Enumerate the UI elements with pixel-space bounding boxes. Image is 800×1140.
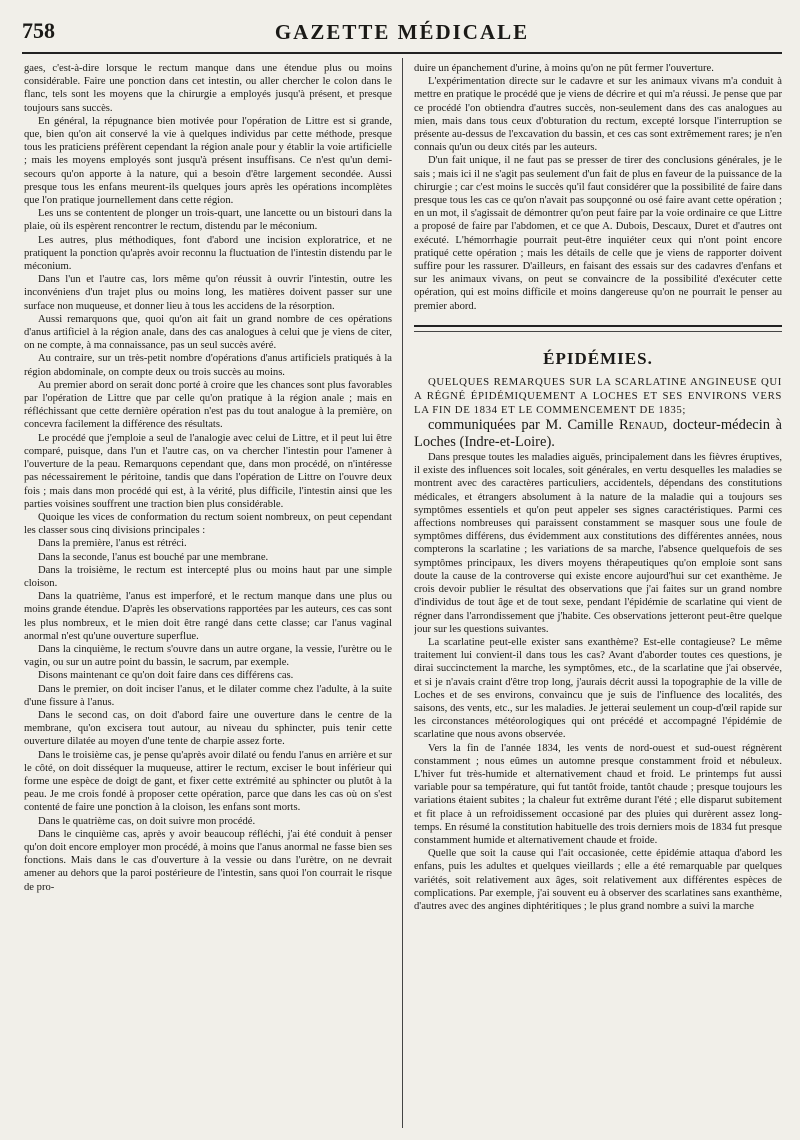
paragraph: Les autres, plus méthodiques, font d'abord une incision exploratrice, et ne pratiquent la ponction qu'après avoir reconnu la fluctuation de l'intestin distendu par le méconium. [24, 234, 392, 273]
paragraph: Dans le troisième cas, je pense qu'après avoir dilaté ou fendu l'anus en arrière et sur le côté, on doit disséquer la muqueuse, attirer le rectum, exciser le bout inférieur qui forme une espèce de doigt de gant, et fixer cette extrémité au sphincter ou plutôt à la peau. Je me crois fondé à proposer cette opération, parce que dans les cas où on s'est contenté de faire une ponction à la cloison, les enfans sont morts. [24, 749, 392, 814]
paragraph: Dans la seconde, l'anus est bouché par une membrane. [38, 551, 269, 563]
paragraph: La scarlatine peut-elle exister sans exanthème? Est-elle contagieuse? Le même traitement lui convient-il dans tous les cas? Avant d'aborder toutes ces questions, je dirai succinctement la marche, les symptômes, etc., de la scarlatine que j'ai observée, et si je n'avais craint d'être trop long, j'aurais décrit aussi la topographie de la ville de Loches et de ses environs, convaincu que je suis de l'influence des localités, des saisons, des vents, etc., sur les maladies. Je jetterai seulement un coup-d'œil rapide sur les circonstances météorologiques qui ont précédé et accompagné l'épidémie de scarlatine que nous avons observée. [414, 636, 782, 741]
paragraph: Dans le quatrième cas, on doit suivre mon procédé. [38, 815, 256, 827]
paragraph: Disons maintenant ce qu'on doit faire dans ces différens cas. [38, 670, 294, 682]
header-rule [22, 52, 782, 54]
newspaper-page [22, 14, 782, 1130]
paragraph: Vers la fin de l'année 1834, les vents de nord-ouest et sud-ouest régnèrent constamment ; nous eûmes un automne presque constamment froid et nébuleux. L'hiver fut très-humide et alternativement chaud et froid. Le printemps fut aussi variable pour sa température, qui fut tantôt froide, tantôt chaude ; presque toujours les variations étaient subites ; la chaleur fut extrême durant l'été ; elle disparut subitement et fit place à un refroidissement occasioné par des pluies qui durèrent assez long-temps. En résumé la constitution habituelle des trois derniers mois de 1834 fut presque constamment humide et alternativement chaude et froide. [414, 742, 782, 846]
paragraph: Dans la quatrième, l'anus est imperforé, et le rectum manque dans une plus ou moins grande étendue. D'après les observations rapportées par les auteurs, ces cas sont les plus nombreux, et le mien doit être rangé dans cette classe; car l'anus vaginal anormal n'est qu'une ouverture superflue. [24, 591, 392, 642]
paragraph: Les uns se contentent de plonger un trois-quart, une lancette ou un bistouri dans la plaie, où ils espèrent rencontrer le rectum, distendu par le méconium. [24, 208, 392, 233]
paragraph: Dans la cinquième, le rectum s'ouvre dans un autre organe, la vessie, l'urètre ou le vagin, ou sur un autre point du bassin, le sacrum, par exemple. [24, 643, 392, 669]
paragraph: Dans le premier, on doit inciser l'anus, et le dilater comme chez l'adulte, à la suite d'une fissure à l'anus. [24, 683, 392, 708]
paragraph: D'un fait unique, il ne faut pas se presser de tirer des conclusions générales, je le sais ; mais ici il ne s'agit pas seulement d'un fait de plus en faveur de la puissance de la chirurgie ; car c'est moins le succès qu'il faut considérer que la possibilité de faire dans presque tous les cas ce qu'on n'avait pas soupçonné ou osé faire avant cette opération ; en un mot, il s'agissait de démontrer qu'on peut faire par la voie ordinaire ce que Littre a proposé de faire par l'abdomen, et ce que A. Dubois, Descaux, Duret et d'autres ont exécuté. L'hémorrhagie pourrait peut-être inquiéter ceux qui n'ont point encore pratiqué cette opération ; mais les détails de celle que je viens de rapporter doivent suffire pour les rassurer. D'ailleurs, en faisant des essais sur des cadavres d'enfans et sur les animaux vivans, on peut se convaincre de la possibilité d'exécuter cette opération, qui est moins difficile et moins dangereuse qu'on ne pourrait le penser au premier abord. [414, 155, 782, 312]
paragraph: Dans le second cas, on doit d'abord faire une ouverture dans le centre de la membrane, qu'on excisera tout autour, au niveau du sphincter, puis tenir cette ouverture dilatée au moyen d'une tente de charpie assez forte. [24, 709, 392, 748]
paragraph: gaes, c'est-à-dire lorsque le rectum manque dans une étendue plus ou moins considérable. Faire une ponction dans cet intestin, ou aller chercher le colon dans le flanc, tels sont les moyens que la chirurgie a employés jusqu'à présent, et presque toujours sans succès. [24, 63, 392, 114]
paragraph: duire un épanchement d'urine, à moins qu'on ne pût fermer l'ouverture. [414, 63, 714, 74]
byline-prefix: communiquées par M. Camille [428, 417, 619, 434]
paragraph: Aussi remarquons que, quoi qu'on ait fait un grand nombre de ces opérations d'anus artificiel à la région anale, dans des cas analogues à celui que je viens de citer, on ne compte, à ma connaissance, pas un seul succès avéré. [24, 313, 392, 352]
section-rule [414, 325, 782, 327]
paragraph: L'expérimentation directe sur le cadavre et sur les animaux vivans m'a conduit à mettre en pratique le procédé que je viens de décrire et qui m'a réussi. Je pense que par ce procédé l'on obtiendra d'autres succès, non-seulement dans des cas analogues au mien, mais dans tous ceux d'obturation du rectum, excepté lorsque l'interruption se présente au-dessus de l'excavation du bassin, et ces cas sont extrêmement rares; je n'en connais qu'un ou deux cités par les auteurs. [414, 76, 782, 154]
paragraph: Quelle que soit la cause qui l'ait occasionée, cette épidémie attaqua d'abord les enfans, puis les adultes et quelques vieillards ; elle a été remarquable par quelques variétés, soit relativement aux âges, soit relativement aux différentes espèces de complications. Par exemple, j'ai souvent eu à observer des scarlatines sans exanthème, d'autres avec des angines diphtéritiques ; le plus grand nombre a suivi la marche [414, 848, 782, 912]
article-byline [414, 417, 782, 451]
paragraph: Au premier abord on serait donc porté à croire que les chances sont plus favorables par l'opération de Littre que par celle qu'on pratique à la région anale ; mais en réfléchissant que cette dernière opération n'est pas du tout analogue à la première, on concevra facilement la différence des résultats. [24, 379, 392, 431]
page-header [22, 14, 782, 52]
paragraph: Dans presque toutes les maladies aiguës, principalement dans les fièvres éruptives, il existe des influences soit locales, soit générales, en vertu desquelles les maladies se montrent avec des caractères particuliers, accidentels, dépendans des constitutions médicales, et étrangers absolument à la nature de la maladie qui a toujours ses symptômes essentiels et qu'on peut appeler ses signes caractéristiques. Parmi ces affections nombreuses qui paraissent constamment se masquer sous une foule de symptômes différens, dus évidemment aux constitutions des différentes années, nous compterons la scarlatine ; les variations de sa marche, l'absence quelquefois de ses symptômes principaux, les divers moyens thérapeutiques qu'on emploie sont sans doute la cause de la controverse qui existe encore aujourd'hui sur cet exanthème. Je crois devoir publier le résultat des observations que j'ai faites sur un grand nombre d'individus de tout âge et de tout sexe, pendant l'épidémie de scarlatine qui vient de régner dans l'arrondissement que j'habite. Ces observations jetteront peut-être quelque jour sur les questions suivantes. [414, 452, 782, 635]
section-rule-thin [414, 331, 782, 332]
paragraph: Quoique les vices de conformation du rectum soient nombreux, on peut cependant les classer sous cinq divisions principales : [24, 511, 392, 537]
section-title: ÉPIDÉMIES. [543, 348, 653, 368]
paragraph: Dans l'un et l'autre cas, lors même qu'on réussit à ouvrir l'intestin, outre les inconvéniens d'un trajet plus ou moins long, les matières doivent passer sur une surface non muqueuse, et donner lieu à tous les accidens de la résorption. [24, 274, 392, 312]
page-number: 758 [22, 18, 55, 43]
left-column [24, 62, 392, 1124]
paragraph: Au contraire, sur un très-petit nombre d'opérations d'anus artificiels pratiqués à la région abdominale, on compte deux ou trois succès au moins. [24, 353, 392, 378]
paragraph: Dans la troisième, le rectum est intercepté plus ou moins haut par une simple cloison. [24, 564, 392, 589]
byline-author: Renaud [619, 417, 664, 434]
article-title: QUELQUES REMARQUES SUR LA SCARLATINE ANGINEUSE QUI A RÉGNÉ ÉPIDÉMIQUEMENT A LOCHES ET SES ENVIRONS VERS LA FIN DE 1834 ET LE COMMENCEMENT DE 1835; [414, 376, 782, 417]
paragraph: En général, la répugnance bien motivée pour l'opération de Littre est si grande, que, bien qu'on ait conservé la vie à quelques individus par cette méthode, presque tous les praticiens préfèrent cependant la région anale pour y établir la voie artificielle ; mais les moyens employés sont jusqu'à présent insuffisans. Ce n'est qu'un demi-secours qu'on apporte à la nature, qui a besoin d'être largement secondée. Aussi presque tous les enfans meurent-ils quelques jours après les opérations incomplètes que l'on pratique journellement dans cette région. [24, 115, 392, 207]
right-column [414, 62, 782, 1124]
column-divider [402, 58, 403, 1128]
byline-suffix: , docteur-médecin à Loches (Indre-et-Loire). [414, 417, 782, 451]
journal-title: GAZETTE MÉDICALE [274, 20, 530, 44]
paragraph: Dans le cinquième cas, après y avoir beaucoup réfléchi, j'ai été conduit à penser qu'on doit encore employer mon procédé, à moins que l'anus anormal ne fasse bien ses fonctions. Mais dans le cas d'ouverture à la vessie ou dans l'urètre, on ne devrait amener au dehors que la paroi postérieure de l'intestin, sans quoi l'on courrait le risque de pro- [24, 828, 392, 893]
paragraph: Le procédé que j'emploie a seul de l'analogie avec celui de Littre, et il peut lui être comparé, puisque, dans l'un et l'autre cas, on va chercher l'intestin pour l'amener à l'ouverture de la peau. Remarquons cependant que, dans mon procédé, on n'intéresse pas nécessairement le péritoine, tandis que dans l'opération de Littre on l'ouvre deux fois ; mais dans mon procédé qui est, à la vérité, plus difficile, l'intestin ainsi que les parties voisines souffrent une traction bien plus considérable. [24, 432, 392, 510]
paragraph: Dans la première, l'anus est rétréci. [38, 538, 187, 550]
